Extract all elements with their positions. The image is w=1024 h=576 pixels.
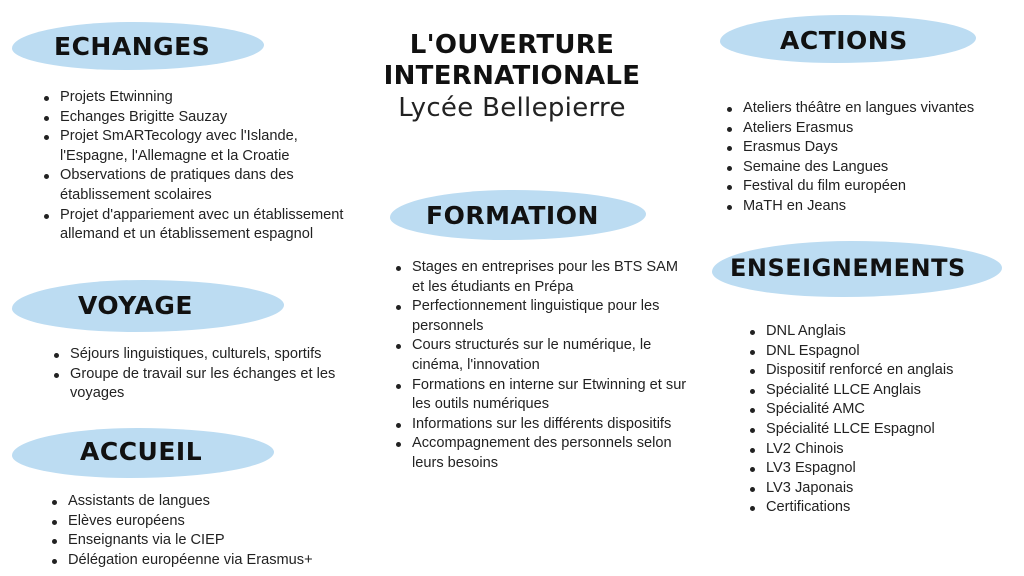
list-item: Accompagnement des personnels selon leurs besoins — [412, 434, 692, 473]
list-item: Projet d'appariement avec un établissement allemand et un établissement espagnol — [60, 206, 350, 245]
list-item: Groupe de travail sur les échanges et les voyages — [70, 365, 360, 404]
list-item: Echanges Brigitte Sauzay — [60, 108, 350, 128]
list-item: Stages en entreprises pour les BTS SAM et les étudiants en Prépa — [412, 258, 692, 297]
enseignements-list — [744, 322, 1024, 518]
list-item: Spécialité AMC — [766, 400, 1024, 420]
formation-heading: FORMATION — [426, 201, 599, 230]
list-item: Ateliers théâtre en langues vivantes — [743, 99, 1024, 119]
list-item: Semaine des Langues — [743, 158, 1024, 178]
list-item: Délégation européenne via Erasmus+ — [68, 551, 368, 571]
list-item: Séjours linguistiques, culturels, sportifs — [70, 345, 360, 365]
formation-list — [390, 258, 692, 474]
title-line-2: INTERNATIONALE — [383, 61, 641, 91]
list-item: Assistants de langues — [68, 492, 368, 512]
list-item: Elèves européens — [68, 512, 368, 532]
list-item: Erasmus Days — [743, 138, 1024, 158]
accueil-heading: ACCUEIL — [80, 437, 203, 466]
list-item: Perfectionnement linguistique pour les personnels — [412, 297, 692, 336]
list-item: Spécialité LLCE Espagnol — [766, 420, 1024, 440]
list-item: Cours structurés sur le numérique, le cinéma, l'innovation — [412, 336, 692, 375]
enseignements-heading: ENSEIGNEMENTS — [730, 254, 966, 282]
page-title — [362, 30, 662, 124]
list-item: LV3 Espagnol — [766, 459, 1024, 479]
list-item: Informations sur les différents dispositifs — [412, 415, 692, 435]
list-item: LV2 Chinois — [766, 440, 1024, 460]
list-item: DNL Espagnol — [766, 342, 1024, 362]
list-item: Ateliers Erasmus — [743, 119, 1024, 139]
list-item: Projet SmARTecology avec l'Islande, l'Espagne, l'Allemagne et la Croatie — [60, 127, 350, 166]
list-item: Observations de pratiques dans des établissement scolaires — [60, 166, 350, 205]
list-item: Certifications — [766, 498, 1024, 518]
list-item: Formations en interne sur Etwinning et sur les outils numériques — [412, 376, 692, 415]
list-item: Projets Etwinning — [60, 88, 350, 108]
title-line-1: L'OUVERTURE — [409, 30, 615, 60]
accueil-list — [46, 492, 368, 570]
echanges-heading: ECHANGES — [54, 32, 211, 61]
actions-heading: ACTIONS — [780, 26, 908, 55]
school-name: Lycée Bellepierre — [398, 93, 626, 123]
list-item: Enseignants via le CIEP — [68, 531, 368, 551]
voyage-list — [48, 345, 360, 404]
actions-list — [721, 99, 1024, 217]
list-item: Spécialité LLCE Anglais — [766, 381, 1024, 401]
voyage-heading: VOYAGE — [78, 291, 193, 320]
echanges-list — [38, 88, 350, 245]
list-item: MaTH en Jeans — [743, 197, 1024, 217]
list-item: DNL Anglais — [766, 322, 1024, 342]
list-item: Dispositif renforcé en anglais — [766, 361, 1024, 381]
list-item: LV3 Japonais — [766, 479, 1024, 499]
list-item: Festival du film européen — [743, 177, 1024, 197]
